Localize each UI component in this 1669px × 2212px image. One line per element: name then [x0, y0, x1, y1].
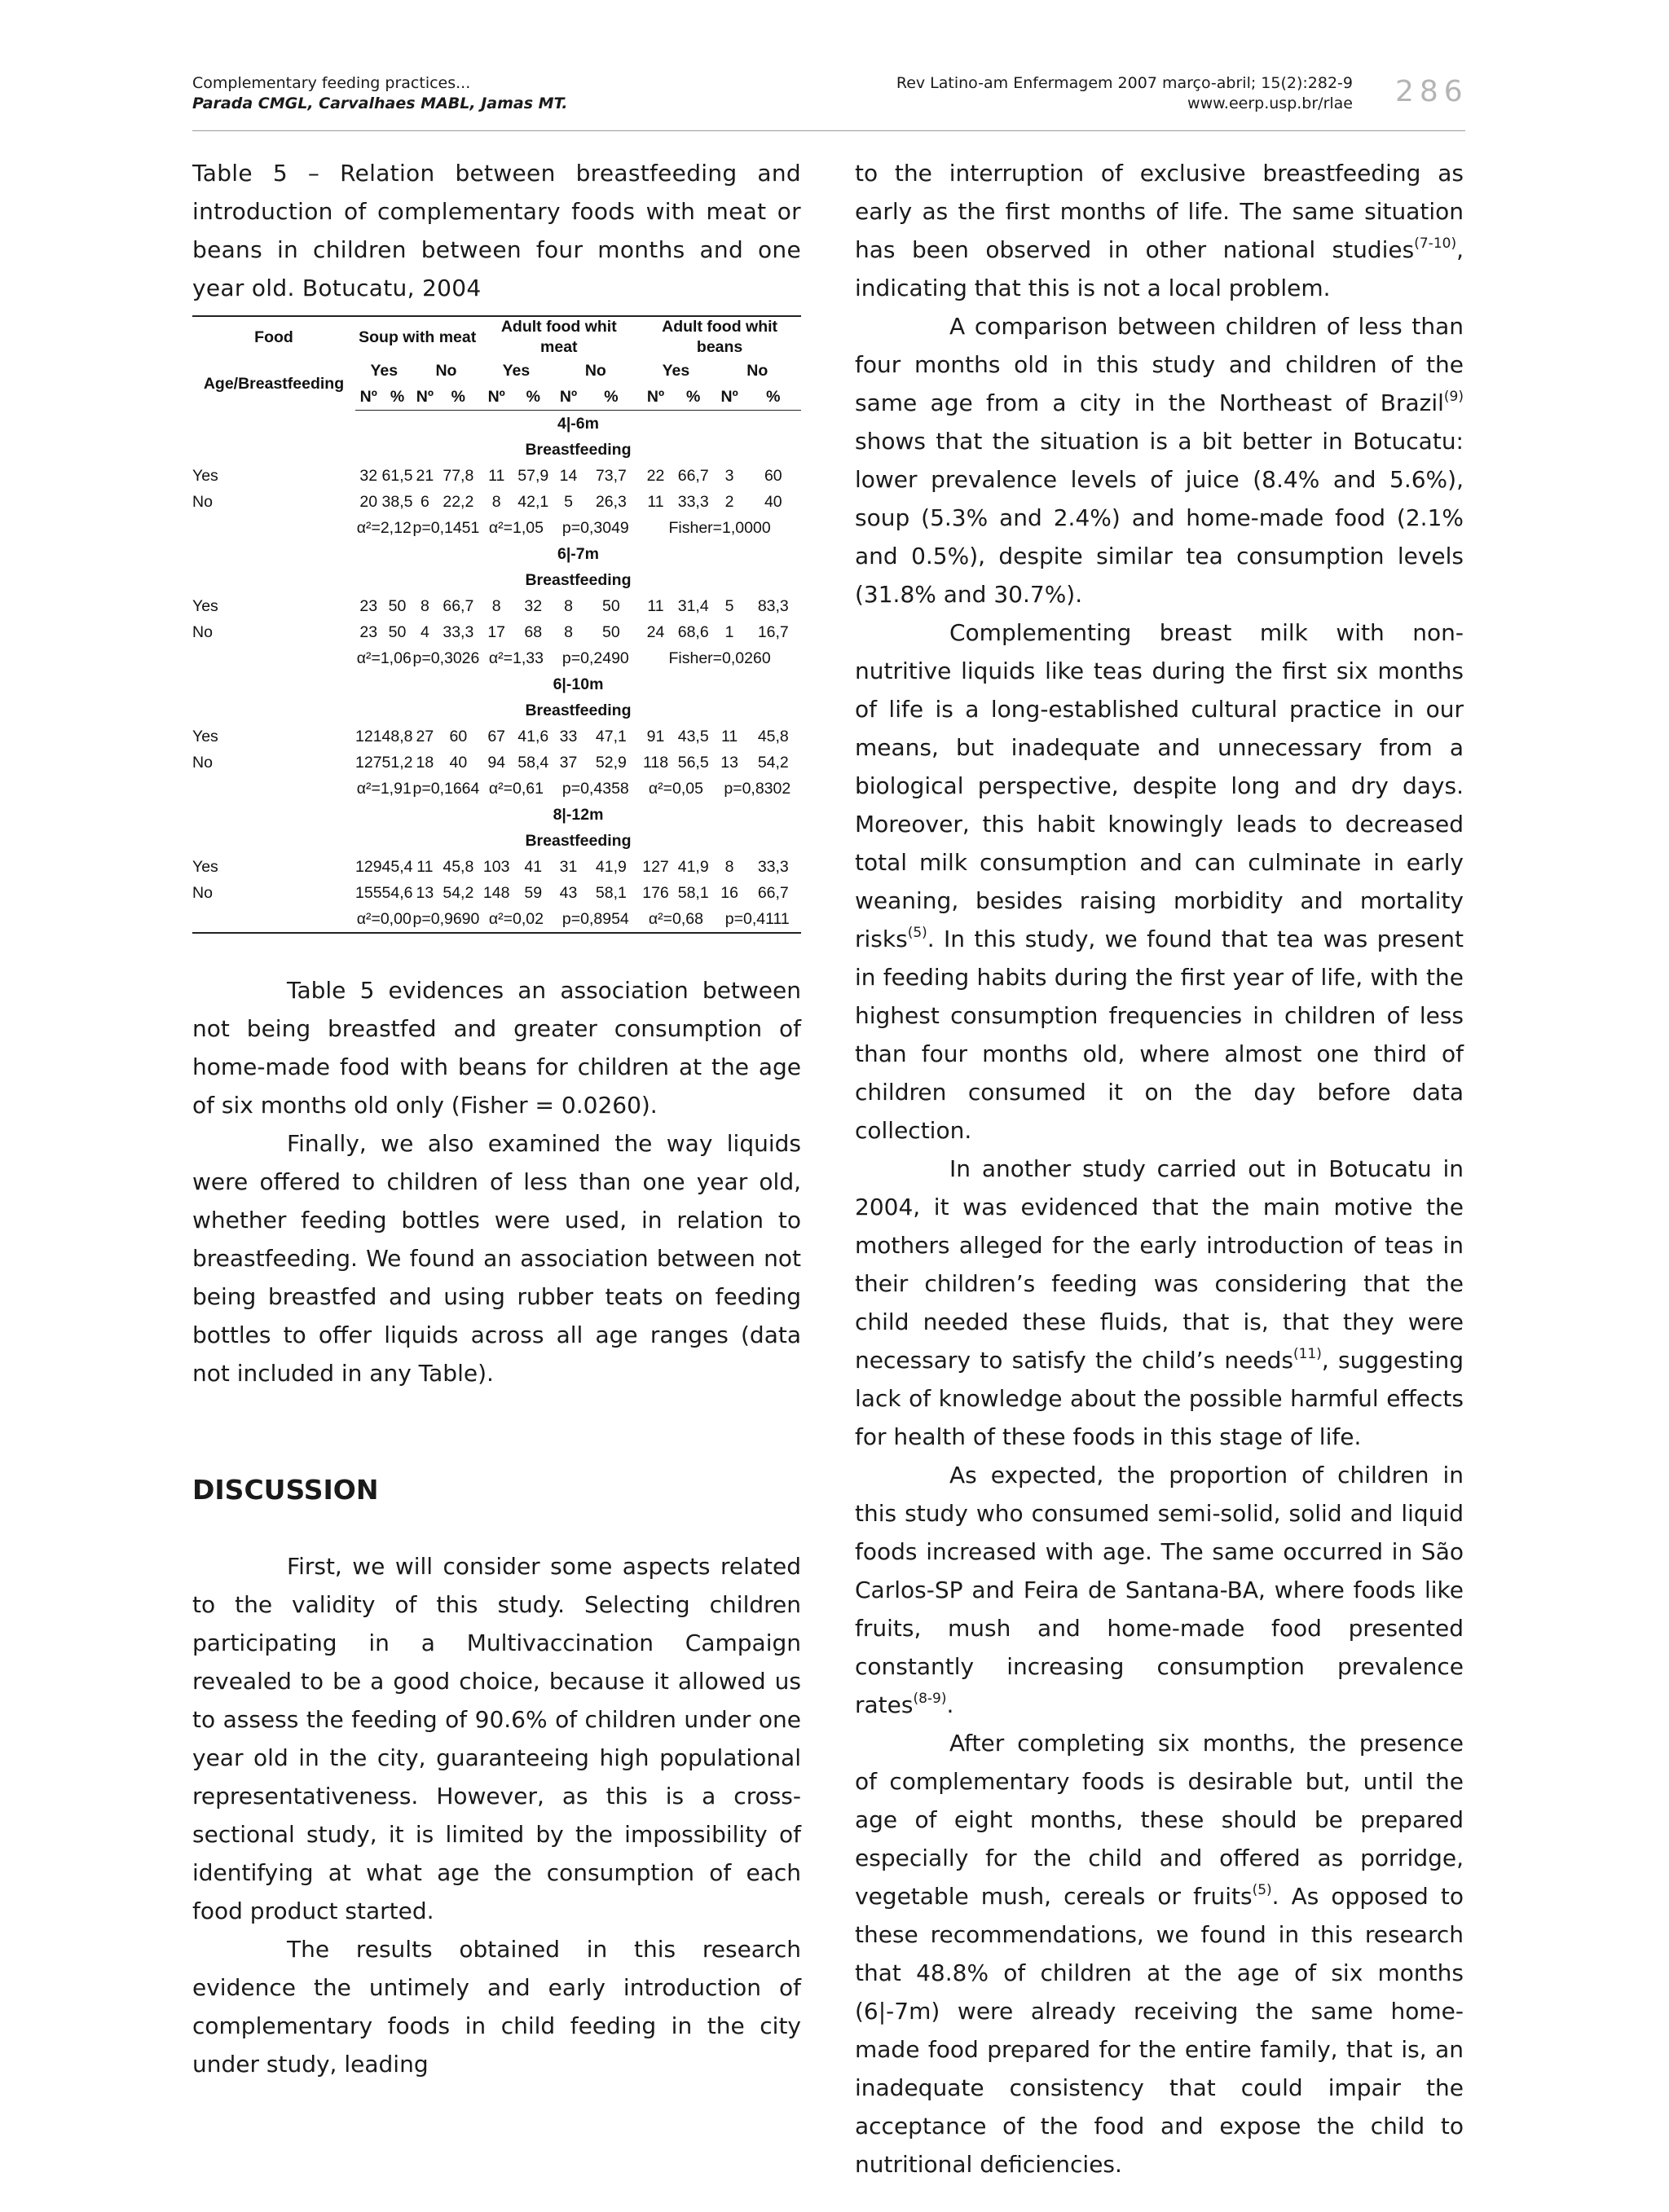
table-head-pct: % [673, 384, 714, 411]
table-cell: 11 [720, 728, 738, 745]
table-cell: 31,4 [677, 597, 709, 615]
table-stat-cell: p=0,1451 [412, 519, 480, 537]
table-cell: 6 [420, 493, 429, 511]
paragraph-text: As expected, the proportion of children in this study who consumed semi-solid, solid and liquid foods increased with age. The same occurred in São Carlos-SP and Feira de Santana-BA, where foods like fruits, mush and home-made food presented constantly increasing consumption prevalence rates [855, 1462, 1464, 1718]
table-cell: 73,7 [595, 467, 627, 485]
table-cell: 8 [491, 493, 501, 511]
paragraph-text: . As opposed to these recommendations, we found in this research that 48.8% of children at the age of six months (6|-7m) were already receiving the same home-made food prepared for the entire family, that is, an inadequate consistency that could impair the acceptance of the food and expose the child to nutritional deficiencies. [855, 1883, 1464, 2178]
table-breastfeeding-label: Breastfeeding [525, 701, 632, 719]
header-authors: Parada CMGL, Carvalhaes MABL, Jamas MT. [192, 95, 568, 112]
table-cell: 59 [524, 884, 543, 902]
table-breastfeeding-label: Breastfeeding [525, 441, 632, 459]
table-cell: 5 [724, 597, 734, 615]
table-cell: 127 [642, 858, 669, 876]
table-cell: 8 [564, 623, 573, 641]
page-number: 286 [1395, 75, 1469, 108]
table-cell-empty [192, 802, 355, 828]
table-head-no: No [435, 362, 457, 380]
table-cell: 94 [487, 754, 506, 772]
table-cell: 16 [720, 884, 738, 902]
table-cell: 129 [355, 858, 382, 876]
table-cell: 13 [416, 884, 434, 902]
table-cell: 11 [488, 467, 505, 485]
table-stat-cell: α²=0,68 [638, 906, 713, 933]
table-cell: 8 [491, 597, 501, 615]
table-cell: 176 [642, 884, 669, 902]
table-cell: 17 [487, 623, 506, 641]
paragraph: First, we will consider some aspects related to the validity of this study. Selecting children participating in a Multivaccination Campaign revealed to be a good choice, because it allowed us to assess the feeding of 90.6% of children under one year old in the city, guaranteeing high populational representativeness. However, as this is a cross-sectional study, it is limited by the impossibility of identifying at what age the consumption of each food product started. [192, 1553, 801, 1924]
table-cell: 103 [482, 858, 510, 876]
citation: (9) [1443, 389, 1464, 405]
header-short-title: Complementary feeding practices... [192, 74, 471, 92]
table-row [192, 750, 801, 776]
table-cell: 54,2 [443, 884, 474, 902]
table-age-range: 8|-12m [553, 806, 604, 824]
table-cell-empty [192, 411, 355, 438]
table-stat-cell: α²=2,12 [356, 519, 412, 537]
running-header-right [733, 73, 1353, 114]
table-stat-cell: p=0,8302 [724, 780, 791, 798]
paragraph [855, 1150, 1464, 1456]
table-breastfeeding-label: Breastfeeding [525, 832, 632, 850]
table-cell: 60 [449, 728, 468, 745]
table-cell: 37 [559, 754, 578, 772]
table-age-range-row [192, 802, 801, 828]
table-cell: 3 [724, 467, 734, 485]
table-row [192, 593, 801, 619]
table-cell: 148 [482, 884, 510, 902]
table-stat-cell: Fisher=1,0000 [668, 519, 771, 537]
paragraph [855, 1724, 1464, 2183]
paragraph-text: . [946, 1691, 954, 1718]
table-cell: 61,5 [381, 467, 413, 485]
table-cell: 51,2 [381, 754, 413, 772]
table-cell: 22,2 [443, 493, 474, 511]
table-cell-empty [192, 515, 355, 541]
right-column [855, 154, 1464, 2183]
citation: (8-9) [913, 1691, 947, 1707]
table-cell: 8 [724, 858, 734, 876]
table-row-label: No [192, 884, 213, 902]
table-head-adult-beans: Adult food whit beans [638, 316, 801, 358]
table-cell: 32 [359, 467, 378, 485]
table-cell: 54,2 [757, 754, 789, 772]
table-head-n: Nº [479, 384, 513, 411]
table-cell: 68,6 [677, 623, 709, 641]
table-row-label: Yes [192, 728, 218, 745]
table-cell-empty [192, 671, 355, 697]
table-head-no: No [746, 362, 768, 380]
table-cell: 43,5 [677, 728, 709, 745]
table-cell: 5 [564, 493, 573, 511]
table-stat-cell: α²=0,61 [488, 780, 544, 798]
paragraph-text: , indicating that this is not a local problem. [855, 236, 1464, 301]
table-head-soup: Soup with meat [355, 316, 479, 358]
table-stat-cell: p=0,9690 [413, 906, 480, 933]
table-5-body [192, 411, 801, 934]
table-caption: Table 5 – Relation between breastfeeding and introduction of complementary foods with meat or beans in children between four months and one year old. Botucatu, 2004 [192, 160, 801, 301]
table-age-range: 6|-7m [557, 545, 599, 563]
table-cell: 40 [764, 493, 782, 511]
paragraph-text: In another study carried out in Botucatu in 2004, it was evidenced that the main motive the mothers alleged for the early introduction of teas in their children’s feeding was considering that the child needed these fluids, that is, that they were necessary to satisfy the child’s needs [855, 1155, 1464, 1374]
header-url: www.eerp.usp.br/rlae [1187, 95, 1353, 112]
table-head-age-breastfeeding: Age/Breastfeeding [203, 375, 345, 394]
table-row-label: No [192, 623, 213, 641]
table-cell: 23 [359, 623, 378, 641]
table-head-n: Nº [553, 384, 584, 411]
table-cell: 50 [388, 597, 407, 615]
table-row [192, 619, 801, 645]
table-cell: 50 [602, 597, 620, 615]
table-cell: 121 [355, 728, 382, 745]
paragraph [855, 613, 1464, 1150]
table-cell: 66,7 [677, 467, 709, 485]
table-cell: 41 [524, 858, 543, 876]
table-cell: 91 [646, 728, 665, 745]
table-cell: 54,6 [381, 884, 413, 902]
paragraph: Finally, we also examined the way liquids were offered to children of less than one year old, whether feeding bottles were used, in relation to breastfeeding. We found an association between not being breastfed and using rubber teats on feeding bottles to offer liquids across all age ranges (data not included in any Table). [192, 1130, 801, 1387]
table-cell: 83,3 [757, 597, 789, 615]
table-age-range-row [192, 541, 801, 567]
table-cell: 13 [720, 754, 738, 772]
paragraph-text: A comparison between children of less than four months old in this study and children of the same age from a city in the Northeast of Brazil [855, 313, 1464, 416]
paragraph-text: After completing six months, the presence of complementary foods is desirable but, until the age of eight months, these should be prepared especially for the child and offered as porridge, vegetable mush, cereals or fruits [855, 1730, 1464, 1910]
paragraph [855, 307, 1464, 613]
table-head-adult-meat: Adult food whit meat [479, 316, 638, 358]
table-cell: 45,8 [443, 858, 474, 876]
table-cell: 33,3 [443, 623, 474, 641]
table-cell: 41,9 [677, 858, 709, 876]
table-cell: 18 [416, 754, 434, 772]
table-cell: 8 [420, 597, 429, 615]
table-cell: 22 [646, 467, 665, 485]
table-stat-cell: α²=1,91 [356, 780, 412, 798]
table-head-pct: % [513, 384, 553, 411]
table-head-yes: Yes [370, 362, 399, 380]
citation: (7-10) [1414, 235, 1457, 252]
table-cell: 42,1 [517, 493, 549, 511]
table-cell: 56,5 [677, 754, 709, 772]
table-age-range: 4|-6m [557, 415, 599, 433]
table-cell: 26,3 [595, 493, 627, 511]
table-cell: 31 [559, 858, 578, 876]
table-stat-cell: α²=1,33 [488, 649, 544, 667]
table-cell: 118 [642, 754, 669, 772]
paragraph-text: . In this study, we found that tea was present in feeding habits during the first year of life, with the highest consumption frequencies in children of less than four months old, where almost one third of children consumed it on the day before data collection. [855, 926, 1464, 1144]
table-cell: 23 [359, 597, 378, 615]
table-cell: 2 [724, 493, 734, 511]
table-head-pct: % [382, 384, 413, 411]
running-header-left [192, 73, 567, 114]
table-cell: 33,3 [757, 858, 789, 876]
citation: (5) [1252, 1882, 1272, 1898]
paragraph [855, 154, 1464, 307]
table-row-label: No [192, 754, 213, 772]
table-cell: 16,7 [757, 623, 789, 641]
table-breastfeeding-label-row [192, 437, 801, 463]
table-stat-cell: p=0,4111 [714, 906, 801, 933]
table-cell-empty [192, 567, 355, 593]
table-head-yes: Yes [662, 362, 690, 380]
table-stats-row [192, 515, 801, 541]
table-stat-cell: p=0,4358 [561, 780, 629, 798]
table-cell: 14 [559, 467, 578, 485]
table-age-range-row [192, 671, 801, 697]
table-cell: 32 [524, 597, 543, 615]
paragraph-text: , suggesting lack of knowledge about the possible harmful effects for health of these foods in this stage of life. [855, 1347, 1464, 1450]
table-cell: 57,9 [517, 467, 549, 485]
table-breastfeeding-label-row [192, 828, 801, 854]
table-cell: 20 [359, 493, 378, 511]
table-stat-cell: α²=1,05 [488, 519, 544, 537]
table-cell: 11 [647, 493, 664, 511]
table-cell: 52,9 [595, 754, 627, 772]
table-cell: 58,1 [677, 884, 709, 902]
table-5 [192, 315, 801, 934]
paragraph: Table 5 evidences an association between not being breastfed and greater consumption of home-made food with beans for children at the age of six months old only (Fisher = 0.0260). [192, 977, 801, 1119]
table-cell-empty [192, 437, 355, 463]
table-breastfeeding-label: Breastfeeding [525, 571, 632, 589]
table-breastfeeding-label-row [192, 697, 801, 723]
table-row [192, 463, 801, 489]
table-stat-cell: p=0,3049 [561, 519, 629, 537]
table-cell: 60 [764, 467, 782, 485]
table-cell: 8 [564, 597, 573, 615]
table-cell: 50 [602, 623, 620, 641]
table-row-label: Yes [192, 597, 218, 615]
table-cell: 40 [449, 754, 468, 772]
table-head-no: No [584, 362, 606, 380]
table-cell: 68 [524, 623, 543, 641]
table-cell: 66,7 [443, 597, 474, 615]
table-age-range-row [192, 411, 801, 438]
table-row-label: Yes [192, 467, 218, 485]
table-head-n: Nº [714, 384, 746, 411]
table-stat-cell: p=0,8954 [553, 906, 639, 933]
section-heading-discussion: DISCUSSION [192, 1474, 379, 1506]
paragraph-text: to the interruption of exclusive breastfeeding as early as the first months of life. The same situation has been observed in other national studies [855, 160, 1464, 263]
table-stat-cell: α²=0,05 [648, 780, 703, 798]
table-head-n: Nº [638, 384, 673, 411]
table-cell: 21 [416, 467, 434, 485]
table-head-pct: % [437, 384, 479, 411]
table-cell: 67 [487, 728, 506, 745]
header-journal: Rev Latino-am Enfermagem 2007 março-abril; 15(2):282-9 [896, 74, 1353, 92]
table-row [192, 723, 801, 750]
table-row [192, 489, 801, 515]
paragraph-text: shows that the situation is a bit better in Botucatu: lower prevalence levels of juice (8.4% and 5.6%), soup (5.3% and 2.4%) and home-made food (2.1% and 0.5%), despite similar tea consumption levels (31.8% and 30.7%). [855, 428, 1464, 608]
table-cell: 58,4 [517, 754, 549, 772]
table-head-food: Food [192, 316, 355, 358]
table-cell: 41,6 [517, 728, 549, 745]
header-divider [192, 130, 1465, 131]
table-cell: 48,8 [381, 728, 413, 745]
citation: (11) [1292, 1346, 1322, 1362]
left-column [192, 154, 801, 2083]
table-cell-empty [192, 645, 355, 671]
table-stat-cell: α²=0,02 [479, 906, 553, 933]
table-cell: 27 [416, 728, 434, 745]
table-head-pct: % [746, 384, 801, 411]
table-head-pct: % [584, 384, 639, 411]
table-cell: 43 [559, 884, 578, 902]
table-cell: 41,9 [595, 858, 627, 876]
table-cell: 66,7 [757, 884, 789, 902]
table-stat-cell: α²=1,06 [356, 649, 412, 667]
table-cell-empty [192, 828, 355, 854]
table-stats-row [192, 776, 801, 802]
table-cell: 1 [724, 623, 734, 641]
table-cell: 47,1 [595, 728, 627, 745]
table-stat-cell: p=0,1664 [412, 780, 480, 798]
table-cell: 155 [355, 884, 382, 902]
table-stat-cell: Fisher=0,0260 [668, 649, 771, 667]
table-stat-cell: p=0,2490 [561, 649, 629, 667]
table-cell: 24 [646, 623, 665, 641]
table-cell: 11 [416, 858, 434, 876]
table-stat-cell: p=0,3026 [412, 649, 480, 667]
table-head-n: Nº [413, 384, 438, 411]
table-cell-empty [192, 697, 355, 723]
table-age-range: 6|-10m [553, 675, 604, 693]
table-row [192, 880, 801, 906]
table-cell-empty [192, 776, 355, 802]
table-cell: 77,8 [443, 467, 474, 485]
table-cell: 127 [355, 754, 382, 772]
table-cell-empty [192, 541, 355, 567]
paragraph [855, 1456, 1464, 1724]
table-cell: 4 [420, 623, 429, 641]
table-head-n: Nº [355, 384, 382, 411]
table-cell: 38,5 [381, 493, 413, 511]
table-row [192, 854, 801, 880]
table-cell: 58,1 [595, 884, 627, 902]
table-cell: 33 [559, 728, 578, 745]
table-stat-cell: α²=0,00 [355, 906, 413, 933]
table-cell: 50 [388, 623, 407, 641]
citation: (5) [907, 925, 927, 941]
table-row-label: Yes [192, 858, 218, 876]
table-cell: 11 [647, 597, 664, 615]
table-stats-row [192, 645, 801, 671]
table-cell-empty [192, 906, 355, 933]
table-cell: 45,8 [757, 728, 789, 745]
table-row-label: No [192, 493, 213, 511]
table-head-yes: Yes [502, 362, 531, 380]
paragraph: The results obtained in this research evidence the untimely and early introduction of complementary foods in child feeding in the city under study, leading [192, 1936, 801, 2078]
table-cell: 33,3 [677, 493, 709, 511]
table-stats-row [192, 906, 801, 933]
table-breastfeeding-label-row [192, 567, 801, 593]
table-cell: 45,4 [381, 858, 413, 876]
paragraph-text: Complementing breast milk with non-nutritive liquids like teas during the first six months of life is a long-established cultural practice in our means, but inadequate and unnecessary from a biological perspective, despite long and dry days. Moreover, this habit knowingly leads to decreased total milk consumption and can culminate in early weaning, besides raising morbidity and mortality risks [855, 619, 1464, 952]
